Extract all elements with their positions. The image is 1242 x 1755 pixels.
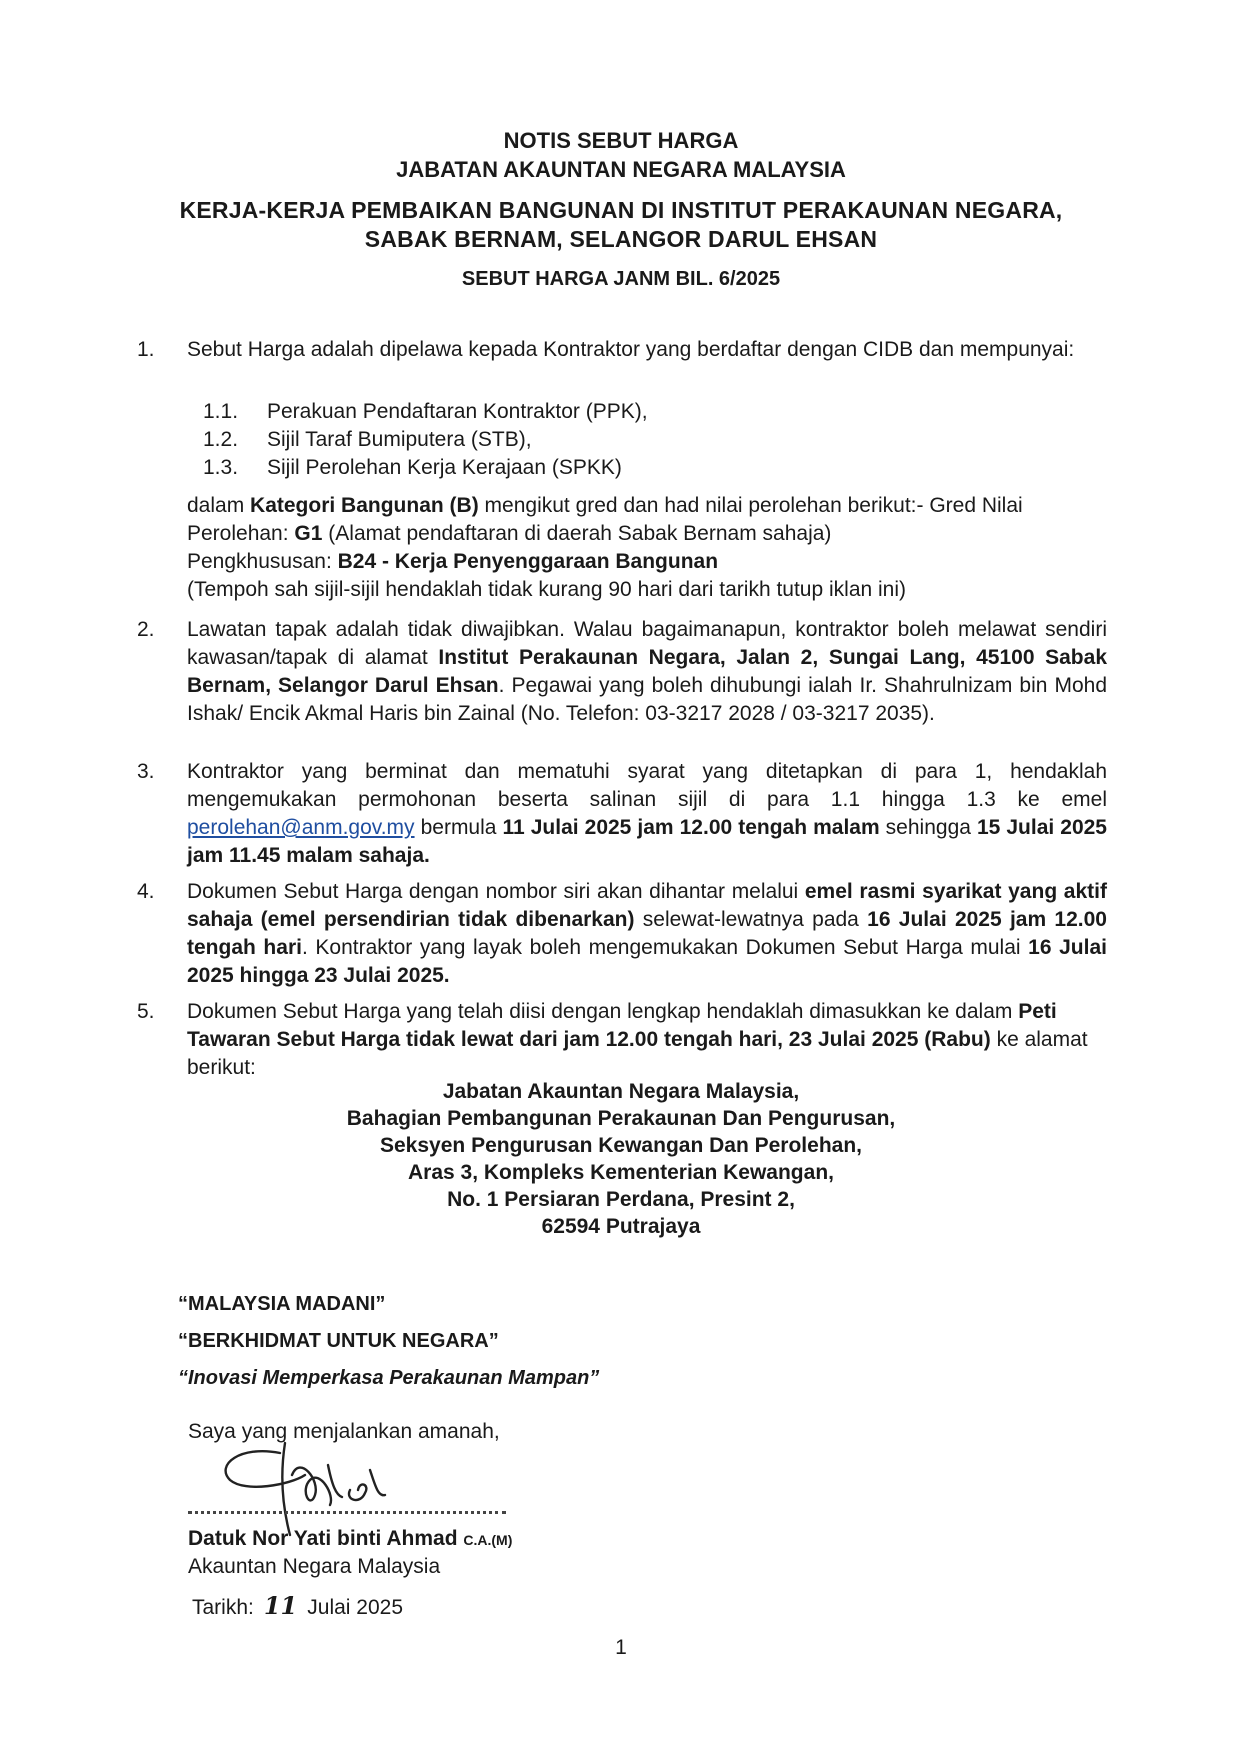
closing-line: Saya yang menjalankan amanah, [188,1420,500,1443]
project-title-line1: KERJA-KERJA PEMBAIKAN BANGUNAN DI INSTITUT PERAKAUNAN NEGARA, [179,197,1063,223]
address-line: Seksyen Pengurusan Kewangan Dan Perolehan, [380,1134,862,1157]
address-line: 62594 Putrajaya [541,1215,701,1238]
motto-berkhidmat: “BERKHIDMAT UNTUK NEGARA” [178,1330,499,1352]
page-number: 1 [615,1636,627,1659]
signatory-name: Datuk Nor Yati binti Ahmad C.A.(M) [188,1527,513,1550]
address-line: Jabatan Akauntan Negara Malaysia, [442,1080,800,1103]
notice-title: NOTIS SEBUT HARGA [503,128,739,153]
signatory-position: Akauntan Negara Malaysia [188,1555,441,1578]
date-line: Tarikh: 11 Julai 2025 [192,1591,404,1620]
paragraph-3-number: 3. [137,760,155,783]
address-line: No. 1 Persiaran Perdana, Presint 2, [447,1188,795,1211]
address-line: Aras 3, Kompleks Kementerian Kewangan, [408,1161,834,1184]
list-item: 1.2. Sijil Taraf Bumiputera (STB), [203,428,532,451]
project-title-line2: SABAK BERNAM, SELANGOR DARUL EHSAN [364,226,878,252]
list-item: 1.3. Sijil Perolehan Kerja Kerajaan (SPKK) [203,456,622,479]
paragraph-1-intro: Sebut Harga adalah dipelawa kepada Kontraktor yang berdaftar dengan CIDB dan mempunyai: [187,338,1075,361]
motto-inovasi: “Inovasi Memperkasa Perakaunan Mampan” [178,1367,600,1389]
category-block: dalam Kategori Bangunan (B) mengikut gred dan had nilai perolehan berikut:- Gred Nilai Perolehan: G1 (Alamat pendaftaran di daerah Sabak Bernam sahaja) Pengkhususan: B24 - Kerja Penyenggaraan Bangunan (Tempoh sah sijil-sijil hendaklah tidak kurang 90 hari dari tarikh tutup iklan ini) [187,494,1023,601]
motto-malaysia-madani: “MALAYSIA MADANI” [178,1293,386,1315]
list-item: 1.1. Perakuan Pendaftaran Kontraktor (PPK), [203,400,648,423]
signature-line [188,1511,506,1514]
paragraph-1-number: 1. [137,338,155,361]
email-link[interactable]: perolehan@anm.gov.my [187,816,415,839]
department-name: JABATAN AKAUNTAN NEGARA MALAYSIA [396,157,846,182]
paragraph-2-number: 2. [137,618,155,641]
address-line: Bahagian Pembangunan Perakaunan Dan Pengurusan, [346,1107,896,1130]
reference-number: SEBUT HARGA JANM BIL. 6/2025 [461,268,781,290]
paragraph-5-number: 5. [137,1000,155,1023]
paragraph-4-number: 4. [137,880,155,903]
